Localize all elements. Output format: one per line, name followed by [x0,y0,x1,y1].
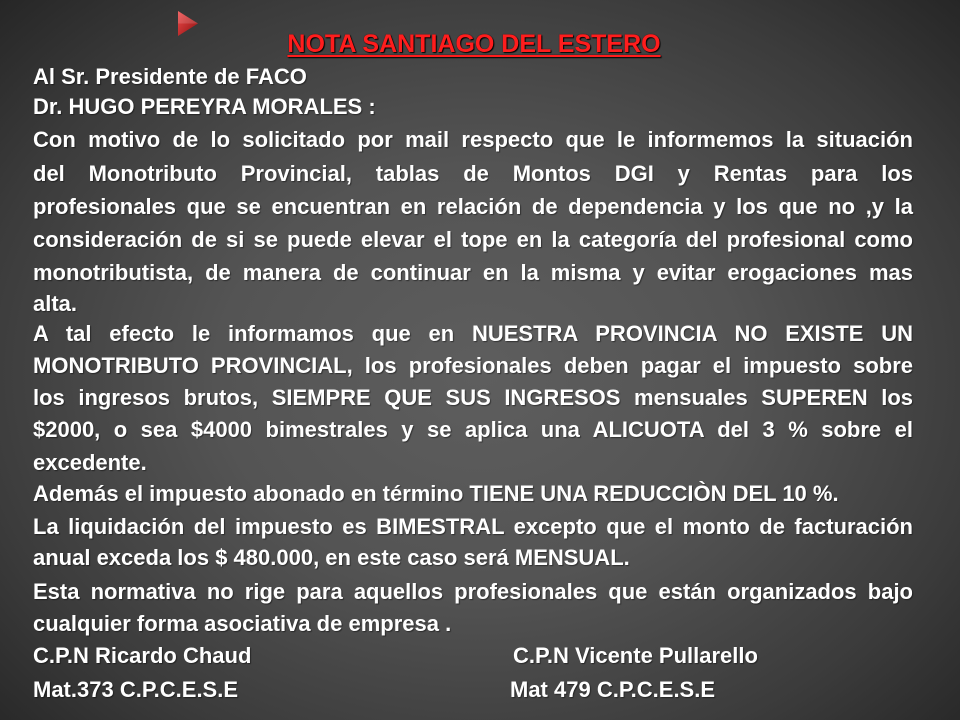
body-line: alta. [33,291,78,316]
signer-registration: Mat.373 C.P.C.E.S.E [33,677,239,702]
body-line: Además el impuesto abonado en término TIENE UNA REDUCCIÒN DEL 10 %. [33,481,839,506]
body-line: monotributista, de manera de continuar en la misma y evitar erogaciones mas [33,260,913,285]
body-line: los ingresos brutos, SIEMPRE QUE SUS INGRESOS mensuales SUPEREN los [33,385,913,410]
body-line: MONOTRIBUTO PROVINCIAL, los profesionales deben pagar el impuesto sobre [33,353,913,378]
salutation-recipient: Al Sr. Presidente de FACO [33,64,307,89]
body-line: del Monotributo Provincial, tablas de Montos DGI y Rentas para los [33,161,913,186]
signer-name: C.P.N Ricardo Chaud [33,643,252,668]
body-line: A tal efecto le informamos que en NUESTRA PROVINCIA NO EXISTE UN [33,321,913,346]
slide-title: NOTA SANTIAGO DEL ESTERO [287,30,661,58]
signer-registration: Mat 479 C.P.C.E.S.E [510,677,716,702]
body-line: profesionales que se encuentran en relación de dependencia y los que no ,y la [33,194,913,219]
body-line: cualquier forma asociativa de empresa . [33,611,452,636]
body-line: $2000, o sea $4000 bimestrales y se aplica una ALICUOTA del 3 % sobre el [33,417,913,442]
signer-name: C.P.N Vicente Pullarello [513,643,758,668]
body-line: Con motivo de lo solicitado por mail respecto que le informemos la situación [33,127,913,152]
body-line: Esta normativa no rige para aquellos profesionales que están organizados bajo [33,579,913,604]
body-line: consideración de si se puede elevar el tope en la categoría del profesional como [33,227,913,252]
body-line: excedente. [33,450,147,475]
salutation-name: Dr. HUGO PEREYRA MORALES : [33,94,376,119]
body-line: La liquidación del impuesto es BIMESTRAL excepto que el monto de facturación [33,514,913,539]
body-line: anual exceda los $ 480.000, en este caso será MENSUAL. [33,545,630,570]
